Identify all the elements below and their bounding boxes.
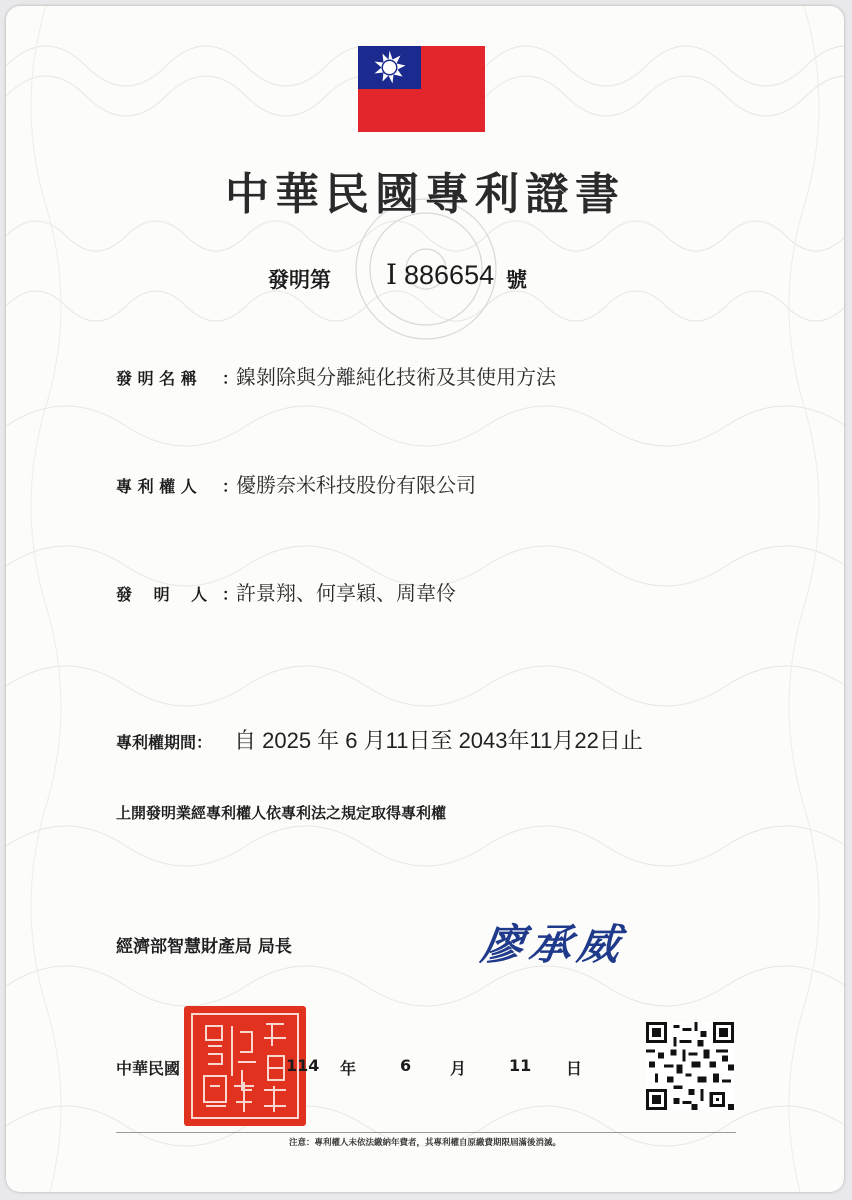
inventor-value: 許景翔、何享穎、周韋伶 <box>236 581 456 605</box>
issuing-authority: 經濟部智慧財產局 局長 <box>116 937 292 957</box>
patent-term-label: 專利權期間： <box>116 733 213 752</box>
qr-code <box>646 1022 734 1110</box>
patentee-label: 專 利 權 人 <box>116 477 197 496</box>
date-month: 6 <box>400 1056 412 1075</box>
invention-name-value: 鎳剝除與分離純化技術及其使用方法 <box>236 365 556 389</box>
patentee-value: 優勝奈米科技股份有限公司 <box>236 473 476 497</box>
inventor-label: 發 明 人 <box>116 585 208 604</box>
date-day-unit: 日 <box>566 1059 583 1078</box>
date-year: 114 <box>286 1056 320 1075</box>
date-year-unit: 年 <box>340 1059 357 1078</box>
national-flag-icon <box>358 46 485 132</box>
date-era: 中華民國 <box>116 1059 181 1078</box>
patent-number-suffix: 號 <box>506 268 527 292</box>
patentee-colon: ： <box>222 477 239 496</box>
certificate-title: 中華民國專利證書 <box>225 169 625 220</box>
inventor-colon: ： <box>222 585 239 604</box>
date-day: 11 <box>509 1056 532 1075</box>
footer-divider <box>116 1132 736 1133</box>
patent-term-value: 自 2025 年 6 月11日至 2043年11月22日止 <box>234 728 643 753</box>
patent-number-label: 發明第 <box>268 268 331 292</box>
patent-number-prefix: I <box>386 258 398 291</box>
footer-note: 注意：專利權人未依法繳納年費者，其專利權自原繳費期限屆滿後消滅。 <box>288 1138 561 1148</box>
director-signature: 廖承威 <box>478 920 630 969</box>
invention-name-label: 發 明 名 稱 <box>116 369 197 388</box>
patent-number: 886654 <box>404 260 495 290</box>
date-month-unit: 月 <box>450 1059 467 1078</box>
grant-statement: 上開發明業經專利權人依專利法之規定取得專利權 <box>116 804 447 822</box>
invention-name-colon: ： <box>222 369 239 388</box>
certificate-page <box>6 6 844 1192</box>
